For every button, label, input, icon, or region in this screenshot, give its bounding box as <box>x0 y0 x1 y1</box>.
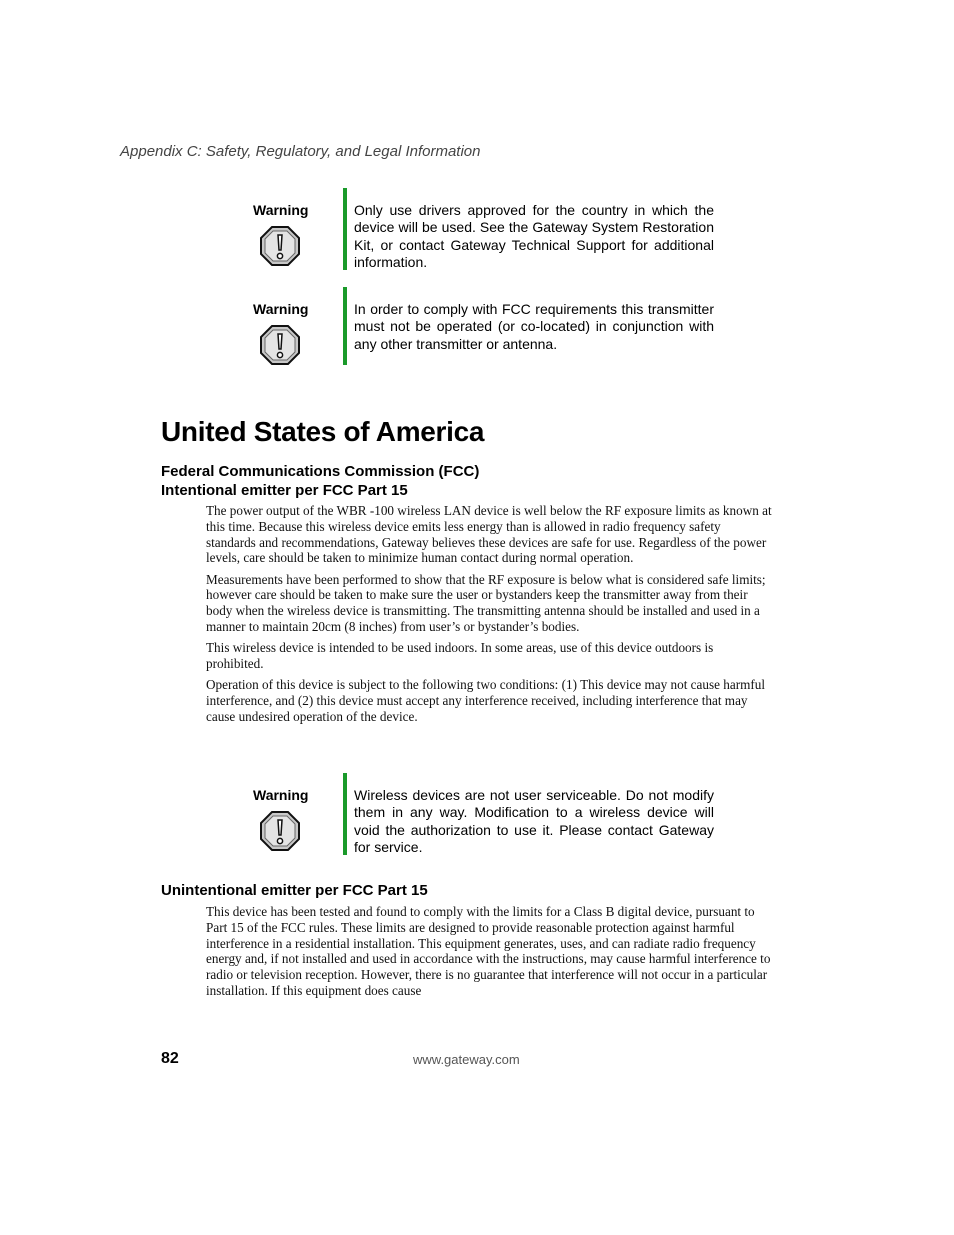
section-title: United States of America <box>161 416 485 447</box>
warning-label: Warning <box>253 301 309 317</box>
unintentional-emitter-body <box>206 904 772 1004</box>
subsection-title-fcc: Federal Communications Commission (FCC) <box>161 463 480 480</box>
running-header: Appendix C: Safety, Regulatory, and Legal Information <box>120 143 481 160</box>
warning-text: Only use drivers approved for the country in which the device will be used. See the Gateway System Restoration Kit, or contact Gateway Technical Support for additional information. <box>354 202 714 270</box>
subsection-title-intentional: Intentional emitter per FCC Part 15 <box>161 482 408 499</box>
warning-text: In order to comply with FCC requirements this transmitter must not be operated (or co-located) in conjunction with any other transmitter or antenna. <box>354 301 714 352</box>
paragraph: The power output of the WBR -100 wireless LAN device is well below the RF exposure limits as known at this time. Because this wireless device emits less energy than is allowed in radio frequency safety standards and recommendations, Gateway believes these devices are safe for use. Regardless of the power levels, care should be taken to minimize human contact during normal operation. <box>206 503 772 566</box>
warning-bar <box>343 188 347 270</box>
paragraph: This wireless device is intended to be used indoors. In some areas, use of this device outdoors is prohibited. <box>206 640 714 672</box>
paragraph: Operation of this device is subject to the following two conditions: (1) This device may not cause harmful interference, and (2) this device must accept any interference received, including interference that may cause undesired operation of the device. <box>206 677 766 725</box>
page-number: 82 <box>161 1050 179 1067</box>
warning-label: Warning <box>253 202 309 218</box>
intentional-emitter-body <box>206 503 772 730</box>
warning-text: Wireless devices are not user serviceable. Do not modify them in any way. Modification to a wireless device will void the authorization to use it. Please contact Gateway for service. <box>354 787 714 855</box>
paragraph: This device has been tested and found to comply with the limits for a Class B digital device, pursuant to Part 15 of the FCC rules. These limits are designed to provide reasonable protection against harmful interference in a residential installation. This equipment generates, uses, and can radiate radio frequency energy and, if not installed and used in accordance with the instructions, may cause harmful interference to radio or television reception. However, there is no guarantee that interference will not occur in a particular installation. If this equipment does cause <box>206 904 771 998</box>
warning-callout <box>253 301 723 373</box>
warning-callout <box>253 202 723 282</box>
exclamation-octagon-icon <box>259 225 301 267</box>
subsection-title-unintentional: Unintentional emitter per FCC Part 15 <box>161 882 428 899</box>
exclamation-octagon-icon <box>259 810 301 852</box>
footer-url: www.gateway.com <box>413 1052 520 1067</box>
warning-label: Warning <box>253 787 309 803</box>
warning-callout <box>253 787 723 867</box>
exclamation-octagon-icon <box>259 324 301 366</box>
paragraph: Measurements have been performed to show that the RF exposure is below what is considered safe limits; however care should be taken to make sure the user or bystanders keep the transmitter away from their body when the wireless device is transmitting. The transmitting antenna should be installed and used in a manner to maintain 20cm (8 inches) from user’s or bystander’s bodies. <box>206 571 766 635</box>
warning-bar <box>343 773 347 855</box>
warning-bar <box>343 287 347 365</box>
